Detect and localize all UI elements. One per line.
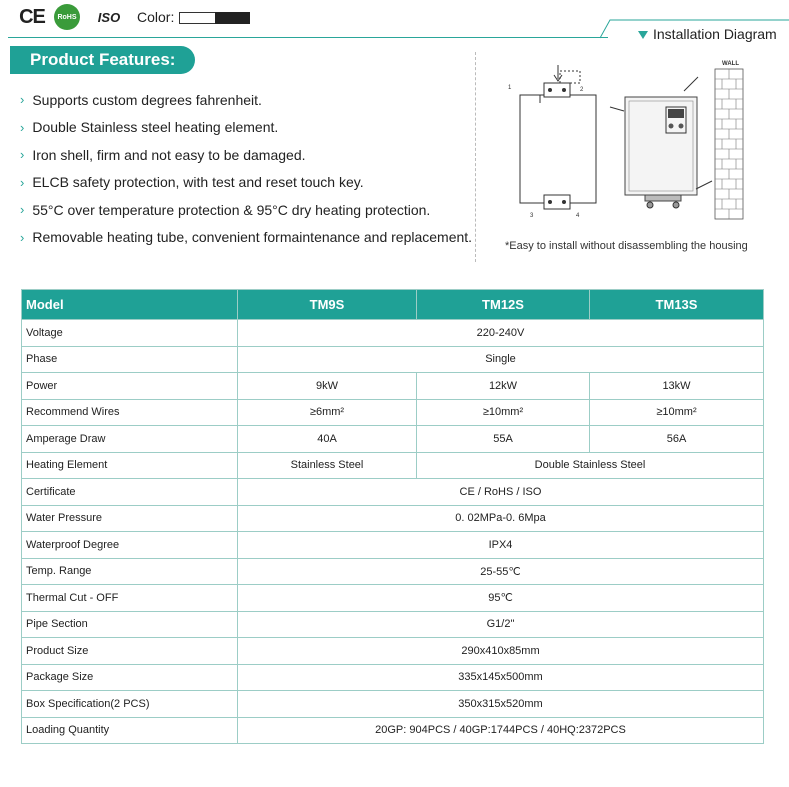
row-label: Certificate — [22, 479, 238, 506]
table-row — [22, 558, 764, 585]
table-row — [22, 505, 764, 532]
row-label: Water Pressure — [22, 505, 238, 532]
table-row — [22, 320, 764, 347]
list-item: › Double Stainless steel heating element. — [20, 119, 279, 136]
row-value: CE / RoHS / ISO — [238, 479, 764, 506]
row-label: Thermal Cut - OFF — [22, 585, 238, 612]
diagram-number: 4 — [576, 213, 580, 219]
row-value: G1/2" — [238, 611, 764, 638]
row-value: 55A — [417, 426, 590, 453]
list-item: › 55°C over temperature protection & 95°C dry heating protection. — [20, 201, 431, 218]
table-row — [22, 426, 764, 453]
table-row — [22, 479, 764, 506]
row-value: Stainless Steel — [238, 452, 417, 479]
row-value: Single — [238, 346, 764, 373]
row-label: Voltage — [22, 320, 238, 347]
table-row — [22, 346, 764, 373]
table-row — [22, 611, 764, 638]
list-item: › Iron shell, firm and not easy to be damaged. — [20, 146, 306, 163]
row-label: Loading Quantity — [22, 717, 238, 744]
row-value: 56A — [590, 426, 764, 453]
color-swatch-black — [215, 12, 250, 24]
row-label: Heating Element — [22, 452, 238, 479]
row-label: Phase — [22, 346, 238, 373]
header-tm13s: TM13S — [590, 290, 764, 320]
chevron-right-icon: › — [20, 229, 25, 245]
row-label: Product Size — [22, 638, 238, 665]
row-value: ≥10mm² — [590, 399, 764, 426]
section-divider — [475, 52, 476, 262]
row-label: Amperage Draw — [22, 426, 238, 453]
row-value: 290x410x85mm — [238, 638, 764, 665]
row-value: 20GP: 904PCS / 40GP:1744PCS / 40HQ:2372PCS — [238, 717, 764, 744]
diagram-number: 3 — [530, 213, 534, 219]
row-label: Package Size — [22, 664, 238, 691]
header-divider — [8, 37, 608, 38]
iso-logo: ISO — [97, 9, 121, 25]
list-item: › Removable heating tube, convenient formaintenance and replacement. — [20, 229, 473, 246]
row-label: Pipe Section — [22, 611, 238, 638]
row-value: 0. 02MPa-0. 6Mpa — [238, 505, 764, 532]
row-value: ≥6mm² — [238, 399, 417, 426]
table-row — [22, 717, 764, 744]
row-value: 9kW — [238, 373, 417, 400]
table-row — [22, 664, 764, 691]
chevron-right-icon: › — [20, 92, 25, 108]
feature-list — [20, 86, 472, 251]
table-row — [22, 585, 764, 612]
wall-label: WALL — [722, 61, 739, 67]
wall-bricks — [715, 69, 743, 219]
ce-logo: CE — [19, 5, 45, 28]
diagram-number: 2 — [580, 87, 584, 93]
installation-diagram-title: Installation Diagram — [638, 26, 777, 42]
header-tm9s: TM9S — [238, 290, 417, 320]
chevron-right-icon: › — [20, 174, 25, 190]
row-value: IPX4 — [238, 532, 764, 559]
triangle-down-icon — [638, 31, 648, 39]
row-label: Power — [22, 373, 238, 400]
header-tm12s: TM12S — [417, 290, 590, 320]
table-header-row — [22, 290, 764, 320]
row-value: ≥10mm² — [417, 399, 590, 426]
row-value: 40A — [238, 426, 417, 453]
table-row — [22, 691, 764, 718]
list-item: › Supports custom degrees fahrenheit. — [20, 91, 262, 108]
row-value: 13kW — [590, 373, 764, 400]
row-value: 350x315x520mm — [238, 691, 764, 718]
chevron-right-icon: › — [20, 147, 25, 163]
spec-table — [21, 289, 764, 744]
row-label: Box Specification(2 PCS) — [22, 691, 238, 718]
table-row — [22, 532, 764, 559]
row-value: Double Stainless Steel — [417, 452, 764, 479]
color-swatch-white — [179, 12, 216, 24]
table-row — [22, 373, 764, 400]
rohs-logo: RoHS — [54, 4, 80, 30]
installation-diagram — [500, 55, 780, 235]
table-row — [22, 638, 764, 665]
row-value: 220-240V — [238, 320, 764, 347]
row-value: 335x145x500mm — [238, 664, 764, 691]
row-value: 12kW — [417, 373, 590, 400]
table-row — [22, 399, 764, 426]
diagram-number: 1 — [508, 85, 512, 91]
row-value: 25-55℃ — [238, 558, 764, 585]
diagram-caption: *Easy to install without disassembling the housing — [505, 240, 748, 252]
row-value: 95℃ — [238, 585, 764, 612]
row-label: Temp. Range — [22, 558, 238, 585]
list-item: › ELCB safety protection, with test and reset touch key. — [20, 174, 364, 191]
row-label: Waterproof Degree — [22, 532, 238, 559]
table-row — [22, 452, 764, 479]
header-model: Model — [22, 290, 238, 320]
chevron-right-icon: › — [20, 202, 25, 218]
color-label: Color: — [137, 9, 175, 25]
product-features-title: Product Features: — [10, 46, 195, 74]
chevron-right-icon: › — [20, 119, 25, 135]
row-label: Recommend Wires — [22, 399, 238, 426]
